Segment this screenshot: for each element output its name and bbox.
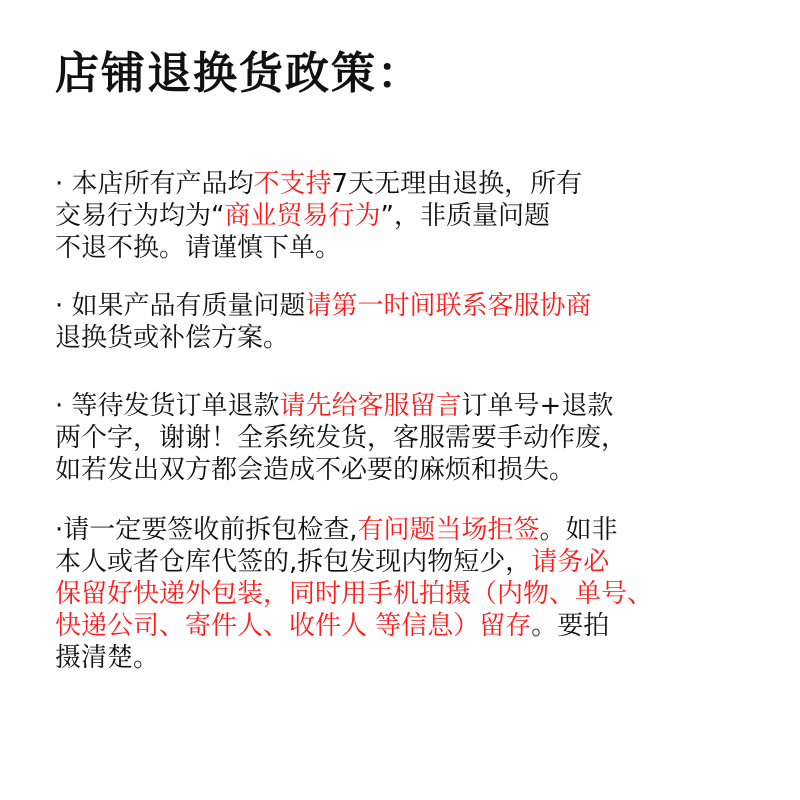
text-segment: 退换货或补偿方案。 bbox=[55, 323, 290, 353]
highlight-segment: 请务必 bbox=[531, 547, 610, 577]
section-line bbox=[55, 290, 592, 322]
policy-section-inspection bbox=[55, 514, 653, 674]
section-line bbox=[55, 454, 627, 486]
policy-section-quality-issue bbox=[55, 290, 592, 354]
text-segment: 如若发出双方都会造成不必要的麻烦和损失。 bbox=[55, 455, 576, 485]
text-segment: · 如果产品有质量问题 bbox=[55, 291, 306, 321]
highlight-segment: 请第一时间联系客服协商 bbox=[305, 291, 592, 321]
text-segment: 本人或者仓库代签的,拆包发现内物短少， bbox=[55, 547, 532, 577]
text-segment: ·请一定要签收前拆包检查, bbox=[55, 515, 358, 545]
section-line bbox=[55, 546, 653, 578]
text-segment: 。要拍 bbox=[531, 611, 610, 641]
highlight-segment: 请先给客服留言 bbox=[279, 391, 462, 421]
section-line bbox=[55, 578, 653, 610]
highlight-segment: 有问题当场拒签 bbox=[357, 515, 540, 545]
text-segment: 交易行为均为“ bbox=[55, 201, 225, 231]
section-line bbox=[55, 168, 582, 200]
text-segment: 。如非 bbox=[539, 515, 618, 545]
highlight-segment: 不支持 bbox=[253, 169, 332, 199]
text-segment: ”，非质量问题 bbox=[380, 201, 550, 231]
policy-section-refund bbox=[55, 390, 627, 486]
text-segment: · 本店所有产品均 bbox=[55, 169, 254, 199]
text-segment: 摄清楚。 bbox=[55, 643, 160, 673]
highlight-segment: 商业贸易行为 bbox=[224, 201, 381, 231]
section-line bbox=[55, 232, 582, 264]
text-segment: 两个字，谢谢！全系统发货，客服需要手动作废， bbox=[55, 423, 628, 453]
policy-section-no-return bbox=[55, 168, 582, 264]
text-segment: 7天无理由退换，所有 bbox=[331, 169, 583, 199]
highlight-segment: 快递公司、寄件人、收件人 等信息）留存 bbox=[55, 611, 532, 641]
section-line bbox=[55, 422, 627, 454]
highlight-segment: 保留好快递外包装，同时用手机拍摄（内物、单号、 bbox=[55, 579, 654, 609]
section-line bbox=[55, 390, 627, 422]
text-segment: 不退不换。请谨慎下单。 bbox=[55, 233, 342, 263]
text-segment: 订单号+退款 bbox=[461, 391, 614, 421]
section-line bbox=[55, 322, 592, 354]
text-segment: · 等待发货订单退款 bbox=[55, 391, 280, 421]
page-title: 店铺退换货政策： bbox=[55, 48, 423, 99]
section-line bbox=[55, 200, 582, 232]
section-line bbox=[55, 642, 653, 674]
section-line bbox=[55, 610, 653, 642]
section-line bbox=[55, 514, 653, 546]
